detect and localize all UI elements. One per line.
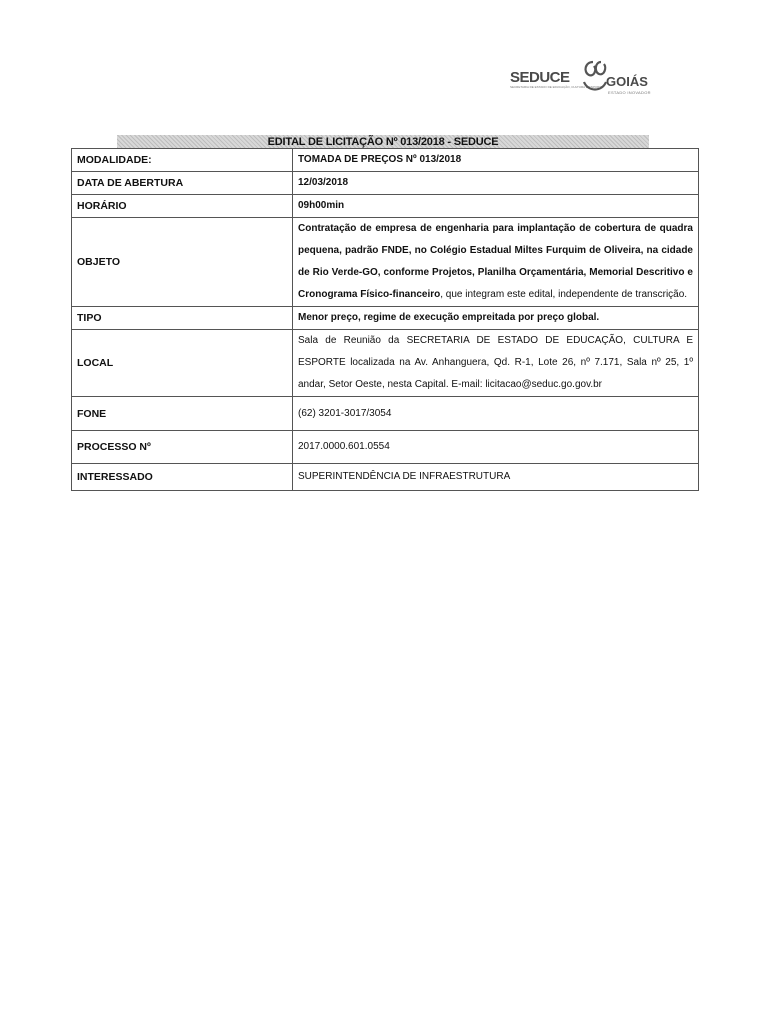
tipo-value: Menor preço, regime de execução empreitada por preço global. xyxy=(293,307,699,330)
document-title: EDITAL DE LICITAÇÃO Nº 013/2018 - SEDUCE xyxy=(117,135,649,148)
objeto-value xyxy=(293,218,699,307)
seduce-logo xyxy=(510,69,603,89)
table-row xyxy=(72,149,699,172)
header-logos xyxy=(510,58,660,104)
objeto-value-normal: , que integram este edital, independente de transcrição. xyxy=(440,289,688,300)
horario-label: HORÁRIO xyxy=(72,195,293,218)
goias-logo xyxy=(580,58,660,104)
horario-value: 09h00min xyxy=(293,195,699,218)
local-value: Sala de Reunião da SECRETARIA DE ESTADO DE EDUCAÇÃO, CULTURA E ESPORTE localizada na Av. Anhanguera, Qd. R-1, Lote 26, nº 7.171, Sala nº 25, 1º andar, Setor Oeste, nesta Capital. E-mail: licitacao@seduc.go.gov.br xyxy=(293,330,699,397)
interessado-value: SUPERINTENDÊNCIA DE INFRAESTRUTURA xyxy=(293,464,699,491)
objeto-value-bold: Contratação de empresa de engenharia para implantação de cobertura de quadra pequena, padrão FNDE, no Colégio Estadual Miltes Furquim de Oliveira, na cidade de Rio Verde-GO, conforme Projetos, Planilha Orçamentária, Memorial Descritivo e Cronograma Físico-financeiro xyxy=(298,223,693,300)
modalidade-label: MODALIDADE: xyxy=(72,149,293,172)
edital-table xyxy=(71,148,699,491)
fone-label: FONE xyxy=(72,397,293,431)
table-row xyxy=(72,172,699,195)
objeto-label: OBJETO xyxy=(72,218,293,307)
table-row xyxy=(72,397,699,431)
table-row xyxy=(72,464,699,491)
fone-value: (62) 3201-3017/3054 xyxy=(293,397,699,431)
modalidade-value: TOMADA DE PREÇOS Nº 013/2018 xyxy=(293,149,699,172)
seduce-logo-name: SEDUCE xyxy=(510,69,570,86)
data-abertura-label: DATA DE ABERTURA xyxy=(72,172,293,195)
table-row xyxy=(72,218,699,307)
interessado-label: INTERESSADO xyxy=(72,464,293,491)
table-row xyxy=(72,431,699,464)
processo-label: PROCESSO Nº xyxy=(72,431,293,464)
goias-logo-tagline: ESTADO INOVADOR xyxy=(608,90,651,95)
seduce-logo-tagline: SECRETARIA DE ESTADO DE EDUCAÇÃO, CULTURA E ESPORTE xyxy=(510,85,603,89)
local-label: LOCAL xyxy=(72,330,293,397)
tipo-label: TIPO xyxy=(72,307,293,330)
table-row xyxy=(72,330,699,397)
data-abertura-value: 12/03/2018 xyxy=(293,172,699,195)
goias-logo-name: GOIÁS xyxy=(606,74,648,89)
table-row xyxy=(72,195,699,218)
table-row xyxy=(72,307,699,330)
processo-value: 2017.0000.601.0554 xyxy=(293,431,699,464)
